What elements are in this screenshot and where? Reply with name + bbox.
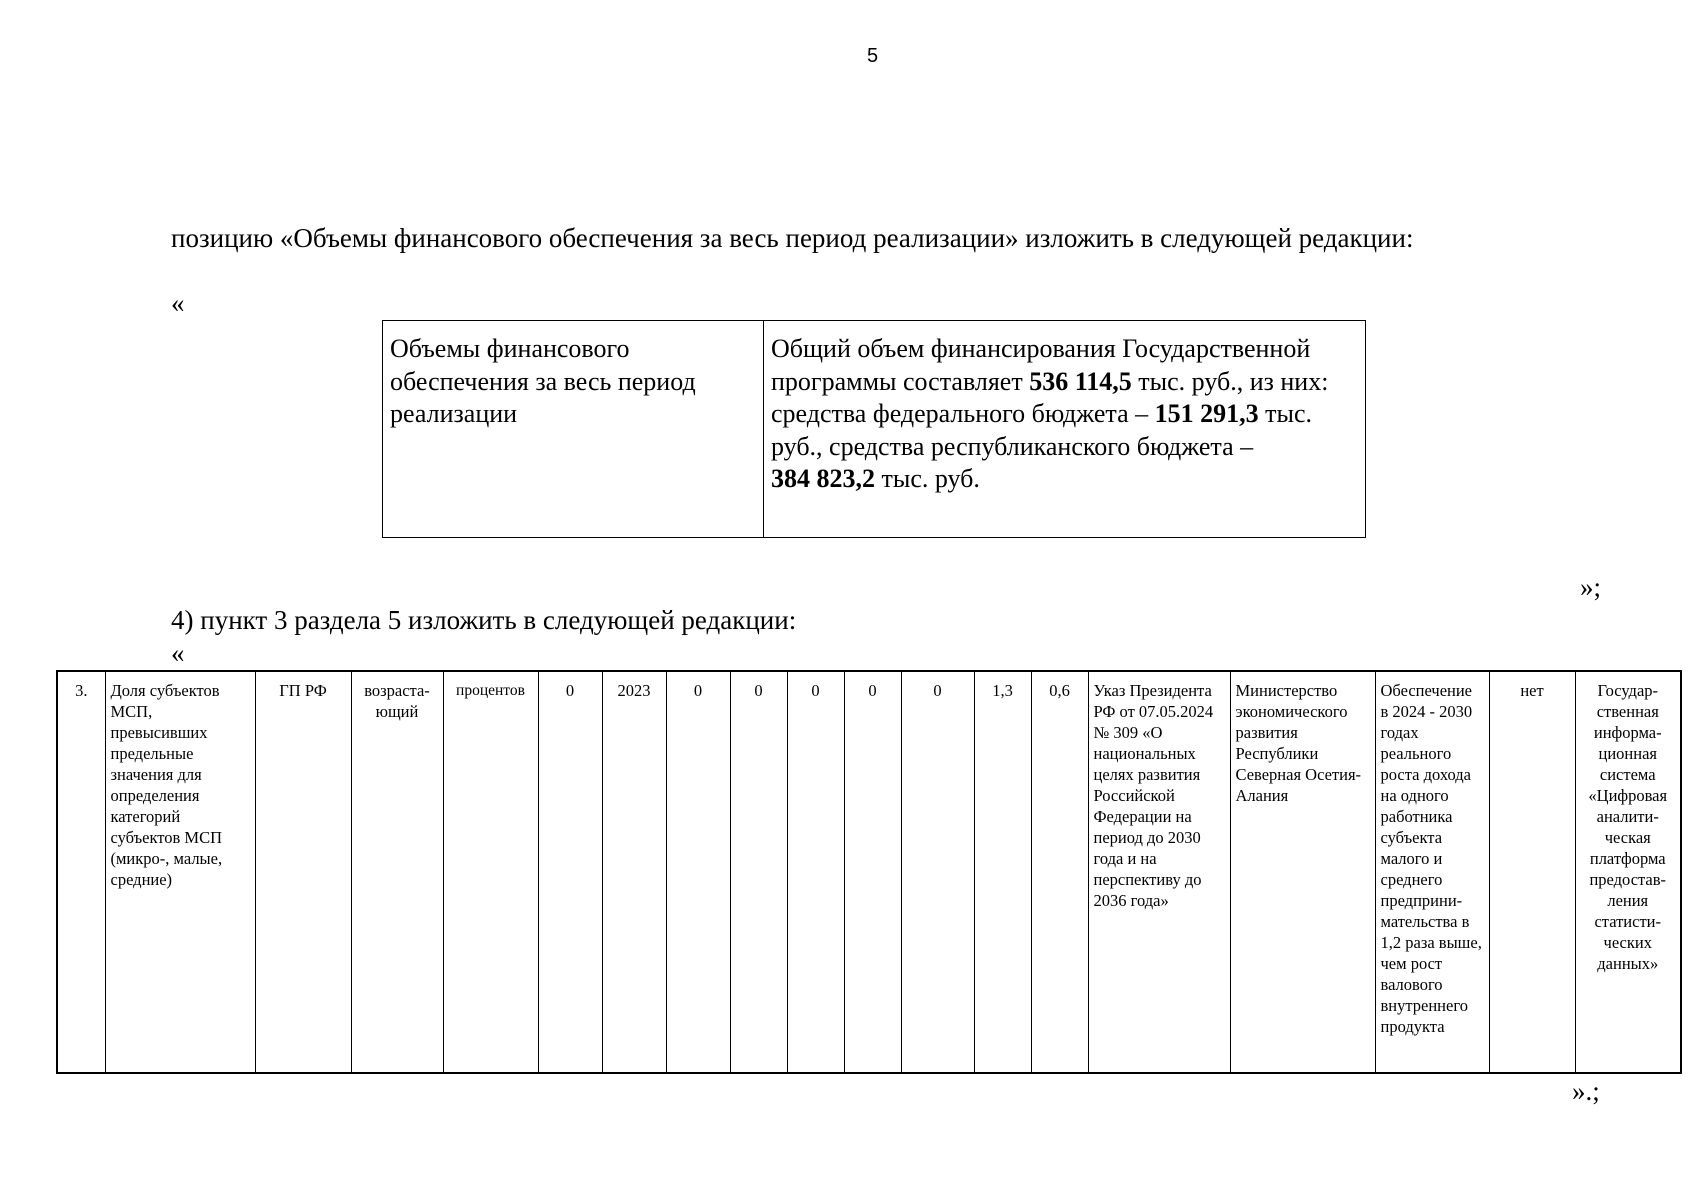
intro-paragraph: позицию «Объемы финансового обеспечения за весь период реализации» изложить в следующей редакции: — [171, 223, 1414, 253]
finance-text-4: тыс. руб. — [875, 464, 980, 493]
year-value-cell: 1,3 — [974, 671, 1031, 1073]
year-value-cell: 0,6 — [1031, 671, 1088, 1073]
finance-table — [382, 320, 1366, 538]
finance-value-cell — [764, 321, 1366, 538]
year-value-cell: 0 — [787, 671, 844, 1073]
finance-text-1: Общий объем финансирования Государственной программы составляет — [771, 334, 1311, 396]
trend-cell: возраста- ющий — [351, 671, 443, 1073]
national-goal-link-cell: Обеспечение в 2024 - 2030 годах реального роста дохода на одного работника субъекта малого и среднего предприни- мательства в 1,2 раза выше, чем рост валового внутреннего продукта — [1375, 671, 1489, 1073]
base-value-cell: 0 — [538, 671, 602, 1073]
level-cell: ГП РФ — [255, 671, 351, 1073]
year-value-cell: 0 — [901, 671, 974, 1073]
finance-row — [383, 321, 1366, 538]
indicator-table — [56, 670, 1682, 1074]
closing-quote: ».; — [1572, 1076, 1600, 1106]
opening-quote: « — [171, 288, 185, 318]
finance-total: 536 114,5 — [1029, 366, 1132, 396]
unit-cell: процентов — [443, 671, 538, 1073]
finance-federal: 151 291,3 — [1154, 399, 1259, 428]
finance-text-3: тыс. руб., средства республиканского бюджета – — [771, 399, 1313, 461]
page-number: 5 — [866, 45, 879, 67]
document-cell: Указ Президента РФ от 07.05.2024 № 309 «О национальных целях развития Российской Федерации на период до 2030 года и на перспективу до 2036 года» — [1088, 671, 1230, 1073]
year-value-cell: 0 — [730, 671, 787, 1073]
responsible-cell: Министерство экономического развития Республики Северная Осетия-Алания — [1230, 671, 1375, 1073]
year-value-cell: 0 — [666, 671, 730, 1073]
finance-republic: 384 823,2 — [771, 464, 875, 493]
finance-text-2: тыс. руб., из них: средства федерального бюджета – — [771, 366, 1329, 428]
item-4-paragraph: 4) пункт 3 раздела 5 изложить в следующей редакции: — [171, 605, 797, 635]
table-row — [57, 671, 1681, 1073]
finance-label-cell: Объемы финансового обеспечения за весь период реализации — [383, 321, 764, 538]
indicator-name-cell: Доля субъектов МСП, превысивших предельные значения для определения категорий субъектов МСП (микро-, малые, средние) — [105, 671, 255, 1073]
info-system-cell: Государ- ственная информа- ционная система «Цифровая аналити- ческая платформа предостав- ления статисти- ческих данных» — [1575, 671, 1681, 1073]
year-value-cell: 0 — [844, 671, 901, 1073]
row-number-cell: 3. — [57, 671, 105, 1073]
flag-cell: нет — [1489, 671, 1575, 1073]
closing-quote: »; — [1580, 572, 1602, 602]
opening-quote: « — [171, 638, 185, 668]
base-year-cell: 2023 — [602, 671, 666, 1073]
